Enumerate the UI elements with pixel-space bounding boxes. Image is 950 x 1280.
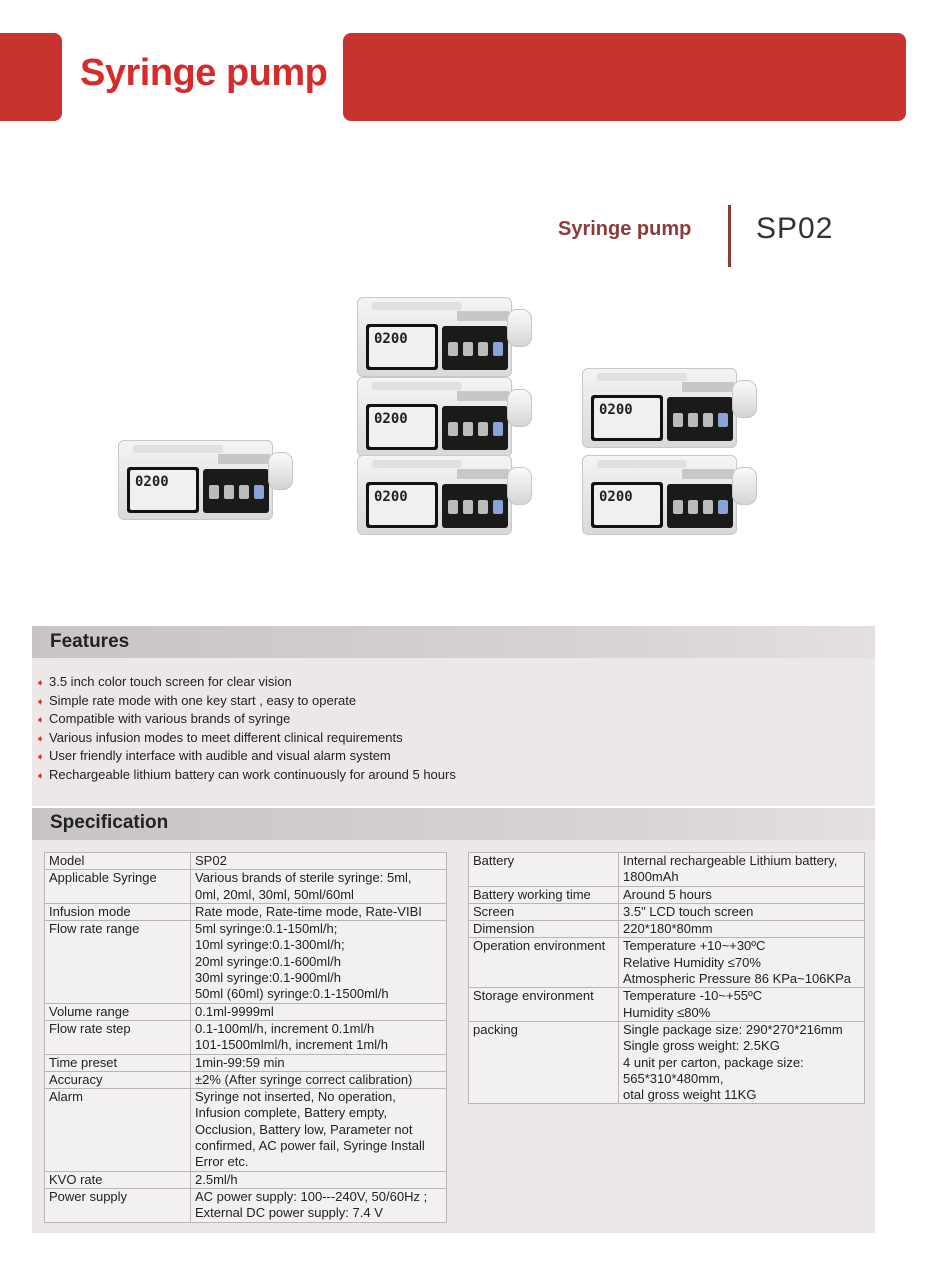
pump-screen [591, 395, 663, 441]
feature-text: Compatible with various brands of syringe [49, 711, 291, 726]
pump-key [673, 413, 683, 427]
pump-key [463, 342, 473, 356]
spec-value: SP02 [191, 853, 447, 870]
feature-text: User friendly interface with audible and visual alarm system [49, 748, 391, 763]
spec-label: Flow rate step [45, 1020, 191, 1054]
bullet-icon: ➧ [36, 770, 45, 782]
spec-label: Battery working time [469, 886, 619, 903]
pump-key [703, 500, 713, 514]
pump-start-key [254, 485, 264, 499]
spec-row [469, 988, 865, 1022]
pump-rail [457, 311, 509, 321]
spec-row [469, 903, 865, 920]
spec-label: Model [45, 853, 191, 870]
spec-label: Time preset [45, 1054, 191, 1071]
spec-label: packing [469, 1021, 619, 1103]
pump-screen [366, 482, 438, 528]
bullet-icon: ➧ [36, 696, 45, 708]
spec-table-left [44, 852, 447, 1223]
pump-body [582, 368, 737, 448]
syringe-pump-unit [357, 377, 532, 457]
spec-label: Dimension [469, 921, 619, 938]
feature-item [36, 730, 456, 749]
pump-clamp [507, 467, 532, 505]
spec-row [469, 886, 865, 903]
pump-lcd-rate: 0200 [369, 485, 435, 525]
spec-table-right [468, 852, 865, 1104]
feature-item [36, 693, 456, 712]
pump-key [209, 485, 219, 499]
feature-text: Various infusion modes to meet different clinical requirements [49, 729, 403, 745]
pump-body [118, 440, 273, 520]
pump-lcd-rate: 0200 [594, 398, 660, 438]
pump-screen [366, 404, 438, 450]
pump-key [478, 500, 488, 514]
pump-key [463, 500, 473, 514]
pump-start-key [718, 500, 728, 514]
spec-label: Accuracy [45, 1071, 191, 1088]
pump-lid [372, 302, 462, 310]
spec-row [469, 853, 865, 887]
pump-body [357, 297, 512, 377]
pump-key [239, 485, 249, 499]
pump-key [688, 500, 698, 514]
specification-title: Specification [50, 812, 169, 833]
spec-row [469, 938, 865, 988]
feature-item [36, 711, 456, 730]
spec-value: 1min-99:59 min [191, 1054, 447, 1071]
pump-key [448, 500, 458, 514]
spec-value: Internal rechargeable Lithium battery, 1800mAh [619, 853, 865, 887]
spec-value: 3.5" LCD touch screen [619, 903, 865, 920]
pump-lid [372, 460, 462, 468]
pump-keypad [442, 326, 508, 370]
pump-screen [127, 467, 199, 513]
spec-row [469, 921, 865, 938]
spec-row [45, 1054, 447, 1071]
feature-item [36, 748, 456, 767]
spec-row [45, 921, 447, 1003]
pump-screen [366, 324, 438, 370]
pump-rail [457, 469, 509, 479]
pump-rail [218, 454, 270, 464]
page-title: Syringe pump [80, 52, 328, 94]
pump-clamp [268, 452, 293, 490]
bullet-icon: ➧ [36, 733, 45, 745]
pump-lcd-rate: 0200 [369, 407, 435, 447]
syringe-pump-unit [582, 455, 757, 535]
feature-text: Rechargeable lithium battery can work continuously for around 5 hours [49, 766, 456, 782]
spec-label: Infusion mode [45, 903, 191, 920]
product-divider [728, 205, 731, 267]
bullet-icon: ➧ [36, 715, 45, 726]
spec-label: KVO rate [45, 1171, 191, 1188]
pump-lcd-rate: 0200 [369, 327, 435, 367]
pump-rail [682, 382, 734, 392]
pump-key [224, 485, 234, 499]
pump-lid [597, 373, 687, 381]
syringe-pump-unit [582, 368, 757, 448]
header-accent-left [0, 33, 62, 121]
spec-row [45, 870, 447, 904]
pump-clamp [732, 467, 757, 505]
pump-screen [591, 482, 663, 528]
features-list [36, 674, 456, 785]
bullet-icon: ➧ [36, 678, 45, 689]
spec-row [45, 1089, 447, 1171]
spec-label: Applicable Syringe [45, 870, 191, 904]
bullet-icon: ➧ [36, 752, 45, 763]
pump-start-key [493, 342, 503, 356]
pump-lcd-rate: 0200 [594, 485, 660, 525]
syringe-pump-unit [357, 297, 532, 377]
pump-keypad [203, 469, 269, 513]
pump-rail [682, 469, 734, 479]
spec-value: 2.5ml/h [191, 1171, 447, 1188]
spec-row [469, 1021, 865, 1103]
pump-rail [457, 391, 509, 401]
spec-label: Power supply [45, 1188, 191, 1222]
spec-label: Battery [469, 853, 619, 887]
feature-text: 3.5 inch color touch screen for clear vision [49, 674, 292, 689]
spec-label: Screen [469, 903, 619, 920]
pump-key [448, 342, 458, 356]
spec-label: Flow rate range [45, 921, 191, 1003]
spec-value: AC power supply: 100---240V, 50/60Hz ; External DC power supply: 7.4 V [191, 1188, 447, 1222]
spec-row [45, 1071, 447, 1088]
pump-start-key [718, 413, 728, 427]
pump-start-key [493, 422, 503, 436]
pump-body [582, 455, 737, 535]
pump-key [463, 422, 473, 436]
spec-value: 5ml syringe:0.1-150ml/h; 10ml syringe:0.1-300ml/h; 20ml syringe:0.1-600ml/h 30ml syringe:0.1-900ml/h 50ml (60ml) syringe:0.1-1500ml/h [191, 921, 447, 1003]
pump-clamp [507, 389, 532, 427]
syringe-pump-unit [118, 440, 293, 520]
pump-lcd-rate: 0200 [130, 470, 196, 510]
spec-value: Single package size: 290*270*216mm Single gross weight: 2.5KG 4 unit per carton, package size: 565*310*480mm, otal gross weight 11KG [619, 1021, 865, 1103]
spec-value: ±2% (After syringe correct calibration) [191, 1071, 447, 1088]
spec-value: Rate mode, Rate-time mode, Rate-VIBI [191, 903, 447, 920]
spec-row [45, 1020, 447, 1054]
features-title: Features [50, 631, 130, 652]
pump-lid [372, 382, 462, 390]
pump-key [703, 413, 713, 427]
pump-lid [133, 445, 223, 453]
spec-value: 0.1-100ml/h, increment 0.1ml/h 101-1500mlml/h, increment 1ml/h [191, 1020, 447, 1054]
feature-item [36, 674, 456, 693]
pump-keypad [442, 484, 508, 528]
pump-start-key [493, 500, 503, 514]
spec-value: Various brands of sterile syringe: 5ml, 0ml, 20ml, 30ml, 50ml/60ml [191, 870, 447, 904]
spec-label: Volume range [45, 1003, 191, 1020]
feature-text: Simple rate mode with one key start , easy to operate [49, 692, 357, 708]
pump-lid [597, 460, 687, 468]
pump-key [448, 422, 458, 436]
spec-row [45, 853, 447, 870]
spec-value: Temperature +10~+30ºC Relative Humidity ≤70% Atmospheric Pressure 86 KPa~106KPa [619, 938, 865, 988]
spec-label: Operation environment [469, 938, 619, 988]
pump-keypad [667, 484, 733, 528]
pump-body [357, 455, 512, 535]
pump-clamp [732, 380, 757, 418]
pump-key [478, 342, 488, 356]
header-banner [343, 33, 906, 121]
syringe-pump-unit [357, 455, 532, 535]
pump-key [673, 500, 683, 514]
spec-value: 220*180*80mm [619, 921, 865, 938]
pump-key [688, 413, 698, 427]
spec-value: 0.1ml-9999ml [191, 1003, 447, 1020]
features-band [32, 626, 875, 658]
spec-value: Temperature -10~+55ºC Humidity ≤80% [619, 988, 865, 1022]
pump-clamp [507, 309, 532, 347]
spec-label: Alarm [45, 1089, 191, 1171]
spec-row [45, 1188, 447, 1222]
pump-key [478, 422, 488, 436]
spec-row [45, 1171, 447, 1188]
pump-keypad [442, 406, 508, 450]
feature-item [36, 767, 456, 786]
spec-row [45, 903, 447, 920]
pump-body [357, 377, 512, 457]
product-model: SP02 [756, 212, 834, 245]
spec-row [45, 1003, 447, 1020]
spec-label: Storage environment [469, 988, 619, 1022]
spec-value: Around 5 hours [619, 886, 865, 903]
spec-value: Syringe not inserted, No operation, Infusion complete, Battery empty, Occlusion, Battery low, Parameter not confirmed, AC power fail, Syringe Install Error etc. [191, 1089, 447, 1171]
product-name: Syringe pump [558, 218, 692, 240]
pump-keypad [667, 397, 733, 441]
